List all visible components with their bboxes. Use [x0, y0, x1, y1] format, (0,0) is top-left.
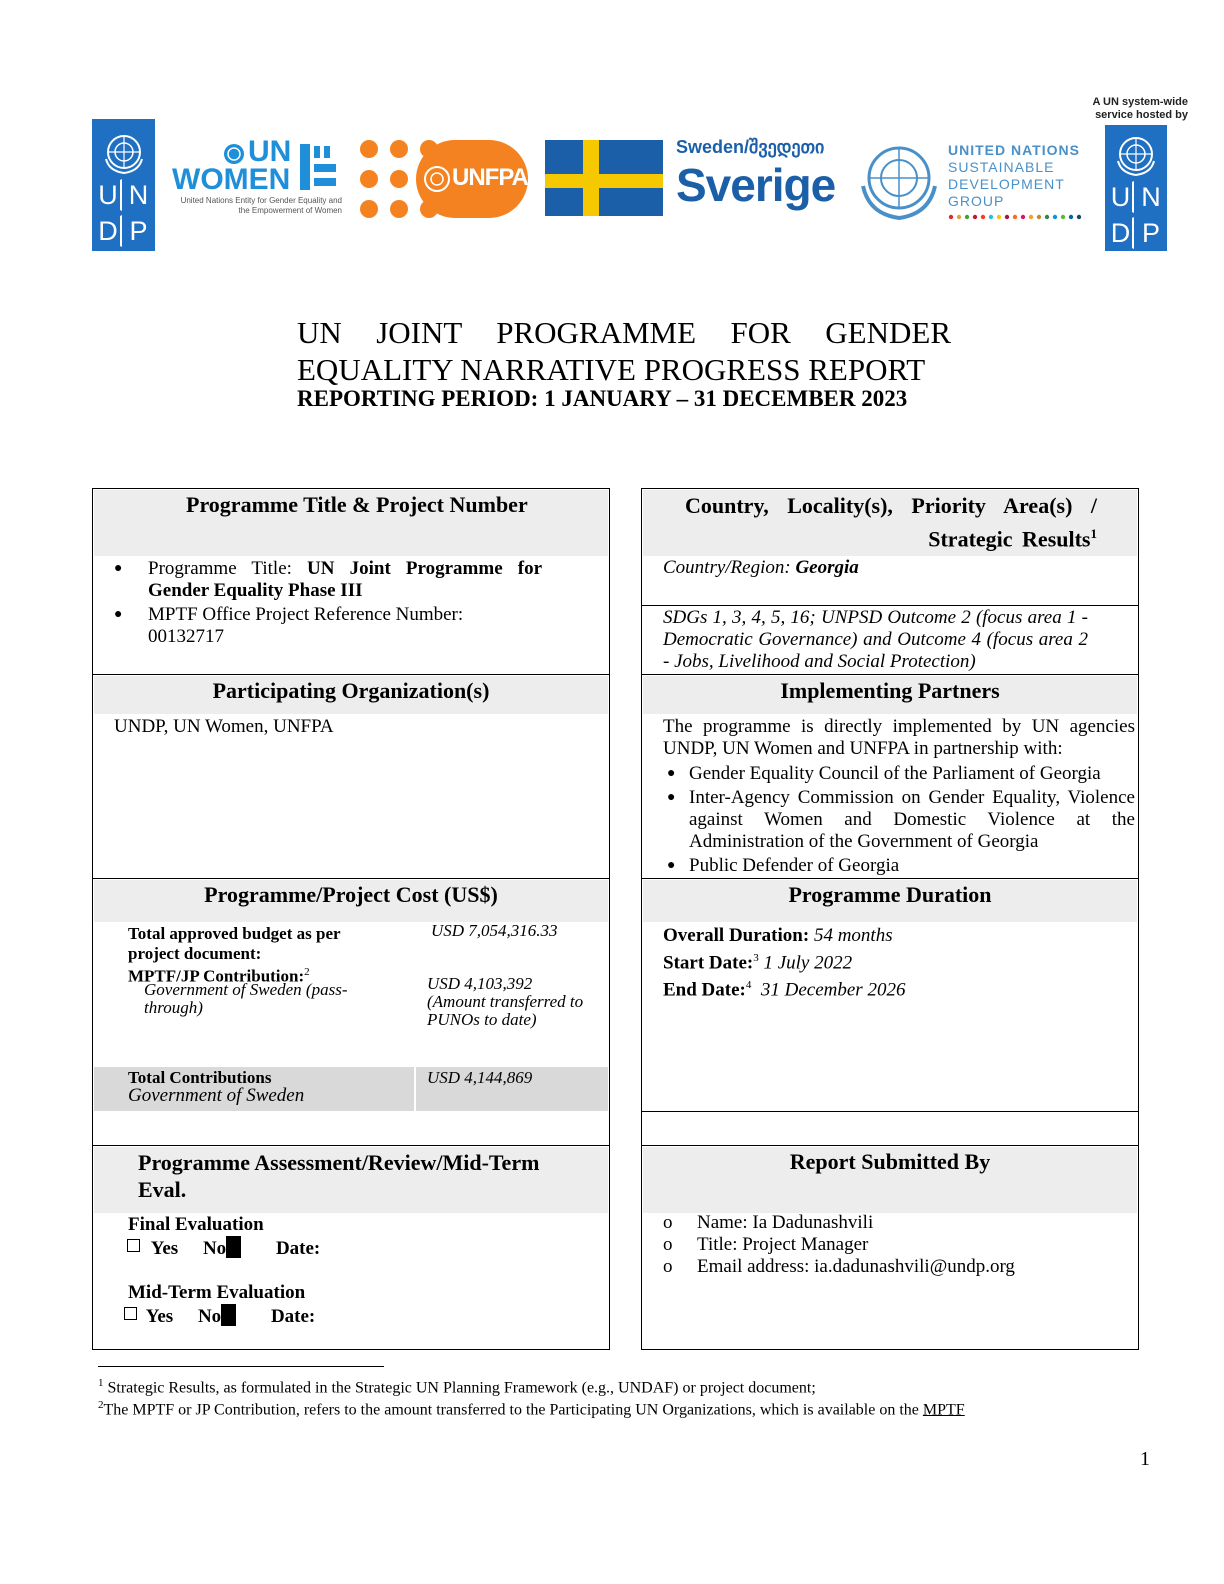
- submitter-title-text: Title: Project Manager: [697, 1234, 869, 1255]
- header-text: Programme Title & Project Number: [186, 492, 528, 517]
- footnote-number: 1: [98, 1377, 104, 1389]
- footnote-ref: 4: [745, 979, 752, 992]
- report-title-line-2: EQUALITY NARRATIVE PROGRESS REPORT: [297, 352, 926, 387]
- footnote-ref: 2: [304, 966, 310, 978]
- start-label: Start Date:: [663, 952, 754, 974]
- report-title: [297, 314, 951, 388]
- header-text: Programme/Project Cost (US$): [204, 882, 498, 907]
- footnote-text: Strategic Results, as formulated in the Strategic UN Planning Framework (e.g., UNDAF) or project document;: [107, 1379, 816, 1397]
- mptf-ref-text: MPTF Office Project Reference Number: 00132717: [148, 604, 464, 647]
- participating-org-header: [94, 676, 608, 714]
- country-value: Georgia: [795, 557, 859, 578]
- header-text: Implementing Partners: [780, 678, 1000, 703]
- end-date: [663, 974, 905, 1001]
- programme-duration-header: [643, 880, 1137, 922]
- un-women-symbol-icon: [298, 142, 338, 192]
- report-submitted-header: [643, 1147, 1137, 1213]
- partner-item: ● Gender Equality Council of the Parliament of Georgia: [665, 763, 1135, 785]
- no-label: No: [202, 1238, 227, 1259]
- participating-org-value: UNDP, UN Women, UNFPA: [114, 716, 334, 737]
- header-text: Participating Organization(s): [212, 678, 490, 703]
- mptf-ref-item: [112, 604, 542, 648]
- implementing-partners-header: [643, 676, 1137, 714]
- undp-letter: U: [1108, 181, 1134, 213]
- undp-letter: N: [128, 180, 149, 210]
- header-text: [643, 490, 1137, 553]
- partners-intro: The programme is directly implemented by UN agencies UNDP, UN Women and UNFPA in partnership with:: [663, 716, 1135, 759]
- final-evaluation-options: [127, 1236, 320, 1260]
- yes-label: Yes: [150, 1238, 179, 1259]
- total-contributions-label: Total Contributions: [128, 1068, 272, 1087]
- footnote-number: 2: [98, 1399, 104, 1411]
- footnote-ref: 1: [1090, 526, 1097, 541]
- submitter-name-text: Name: Ia Dadunashvili: [697, 1212, 874, 1233]
- mid-yes-checkbox[interactable]: [124, 1307, 137, 1320]
- date-label: Date:: [275, 1238, 321, 1259]
- submitter-name: [663, 1212, 1015, 1234]
- mid-no-checkbox[interactable]: [221, 1304, 236, 1326]
- programme-title-label: Programme Title:: [148, 558, 308, 579]
- undp-letter: N: [1141, 182, 1161, 212]
- programme-title-value: UN Joint Programme for Gender Equality Phase III: [148, 558, 543, 601]
- submitter-list: [663, 1212, 1015, 1278]
- undp-letter: U: [96, 179, 122, 211]
- unfpa-text: UNFPA: [452, 164, 528, 191]
- budget-value: USD 7,054,316.33: [431, 921, 558, 940]
- country-header-text: Country, Locality(s), Priority Area(s) / Strategic Results: [685, 493, 1097, 552]
- undp-letter: D: [1108, 217, 1134, 249]
- footnote-ref: 3: [753, 952, 759, 964]
- undp-letter: P: [129, 216, 148, 246]
- sdg-color-dots: [948, 213, 1084, 221]
- start-date: [663, 947, 905, 974]
- undp-letter: P: [1141, 218, 1160, 248]
- overall-value: 54 months: [813, 925, 893, 946]
- list-bullet: o: [663, 1212, 673, 1233]
- no-label: No: [197, 1306, 222, 1327]
- un-women-subtitle: United Nations Entity for Gender Equality and the Empowerment of Women: [180, 196, 342, 215]
- report-title-line-1: UN JOINT PROGRAMME FOR GENDER: [297, 315, 951, 350]
- programme-cost-header: [94, 880, 608, 922]
- sweden-logo: [676, 136, 841, 226]
- unsdg-line: GROUP: [948, 193, 1005, 209]
- un-women-women: WOMEN: [172, 163, 291, 196]
- header-text: Report Submitted By: [789, 1149, 991, 1174]
- header-text: Programme Duration: [788, 882, 992, 907]
- programme-title-list: [112, 558, 542, 648]
- mptf-link[interactable]: MPTF: [922, 1401, 965, 1419]
- end-label: End Date:: [663, 979, 746, 1001]
- programme-title-item: [112, 558, 542, 602]
- un-women-un: UN: [248, 135, 292, 168]
- final-yes-checkbox[interactable]: [127, 1239, 140, 1252]
- undp-logo-left: [92, 119, 155, 251]
- total-contributions-value: USD 4,144,869: [427, 1068, 533, 1087]
- un-emblem-icon: [422, 164, 452, 194]
- reporting-period: REPORTING PERIOD: 1 JANUARY – 31 DECEMBER 2023: [297, 386, 908, 411]
- country-region: [663, 557, 859, 579]
- sdgs-text: SDGs 1, 3, 4, 5, 16; UNPSD Outcome 2 (focus area 1 - Democratic Governance) and Outcome 4 (focus area 2 - Jobs, Livelihood and Social Protection): [663, 607, 1088, 672]
- start-value: 1 July 2022: [763, 952, 853, 974]
- duration-details: [663, 924, 905, 1002]
- unsdg-line: UNITED NATIONS: [948, 142, 1080, 158]
- page-number: 1: [1140, 1448, 1150, 1470]
- programme-title-header: [94, 490, 608, 556]
- list-bullet: o: [663, 1256, 673, 1277]
- footnote-separator: [98, 1366, 384, 1367]
- undp-logo-right: [1105, 125, 1167, 251]
- sweden-logo-main: Sverige: [676, 159, 836, 211]
- unsdg-line: SUSTAINABLE: [948, 159, 1055, 175]
- footnote-2: [98, 1394, 965, 1421]
- submitter-title: [663, 1234, 1015, 1256]
- budget-label: Total approved budget as per project document:: [128, 924, 341, 963]
- list-bullet: o: [663, 1234, 673, 1255]
- submitter-email: [663, 1256, 1015, 1278]
- country-label: Country/Region:: [663, 557, 796, 578]
- mid-term-evaluation-options: [124, 1304, 315, 1328]
- unfpa-logo: [360, 138, 528, 220]
- sweden-flag-icon: [545, 140, 663, 216]
- un-globe-icon: [855, 140, 943, 220]
- un-emblem-icon: [101, 129, 147, 175]
- final-no-checkbox[interactable]: [226, 1236, 241, 1258]
- assessment-header: [94, 1147, 608, 1213]
- partner-item: ● Public Defender of Georgia: [665, 855, 1135, 877]
- mptf-source: Government of Sweden (pass-through): [144, 980, 348, 1017]
- total-contributions-source: Government of Sweden: [128, 1085, 305, 1106]
- unsdg-line: DEVELOPMENT: [948, 176, 1065, 192]
- submitter-email-text: Email address: ia.dadunashvili@undp.org: [697, 1256, 1015, 1277]
- date-label: Date:: [270, 1306, 316, 1327]
- mid-term-evaluation-label: Mid-Term Evaluation: [128, 1282, 306, 1303]
- mptf-value: USD 4,103,392 (Amount transferred to PUNOs to date): [427, 974, 584, 1029]
- mptf-label-text: MPTF/JP Contribution:: [128, 966, 305, 986]
- final-evaluation-label: Final Evaluation: [128, 1214, 264, 1235]
- overall-label: Overall Duration:: [663, 925, 810, 946]
- header-text: Programme Assessment/Review/Mid-Term Eval.: [138, 1150, 540, 1202]
- footnote-text: The MPTF or JP Contribution, refers to the amount transferred to the Participating UN Organizations, which is available on the: [103, 1401, 923, 1419]
- sweden-logo-top: Sweden/შვედეთი: [676, 137, 825, 157]
- un-women-logo: [170, 135, 345, 225]
- partner-item: ● Inter-Agency Commission on Gender Equality, Violence against Women and Domestic Violence at the Administration of the Government of Georgia: [665, 787, 1135, 853]
- undp-letter: D: [96, 215, 122, 247]
- partners-list: [665, 763, 1135, 877]
- un-emblem-icon: [1113, 131, 1159, 177]
- overall-duration: [663, 924, 905, 947]
- yes-label: Yes: [145, 1306, 174, 1327]
- end-value: 31 December 2026: [760, 979, 906, 1001]
- hosted-by-text: A UN system-wide service hosted by: [1092, 96, 1188, 121]
- unsdg-text: [948, 142, 1088, 210]
- country-header: [643, 490, 1137, 556]
